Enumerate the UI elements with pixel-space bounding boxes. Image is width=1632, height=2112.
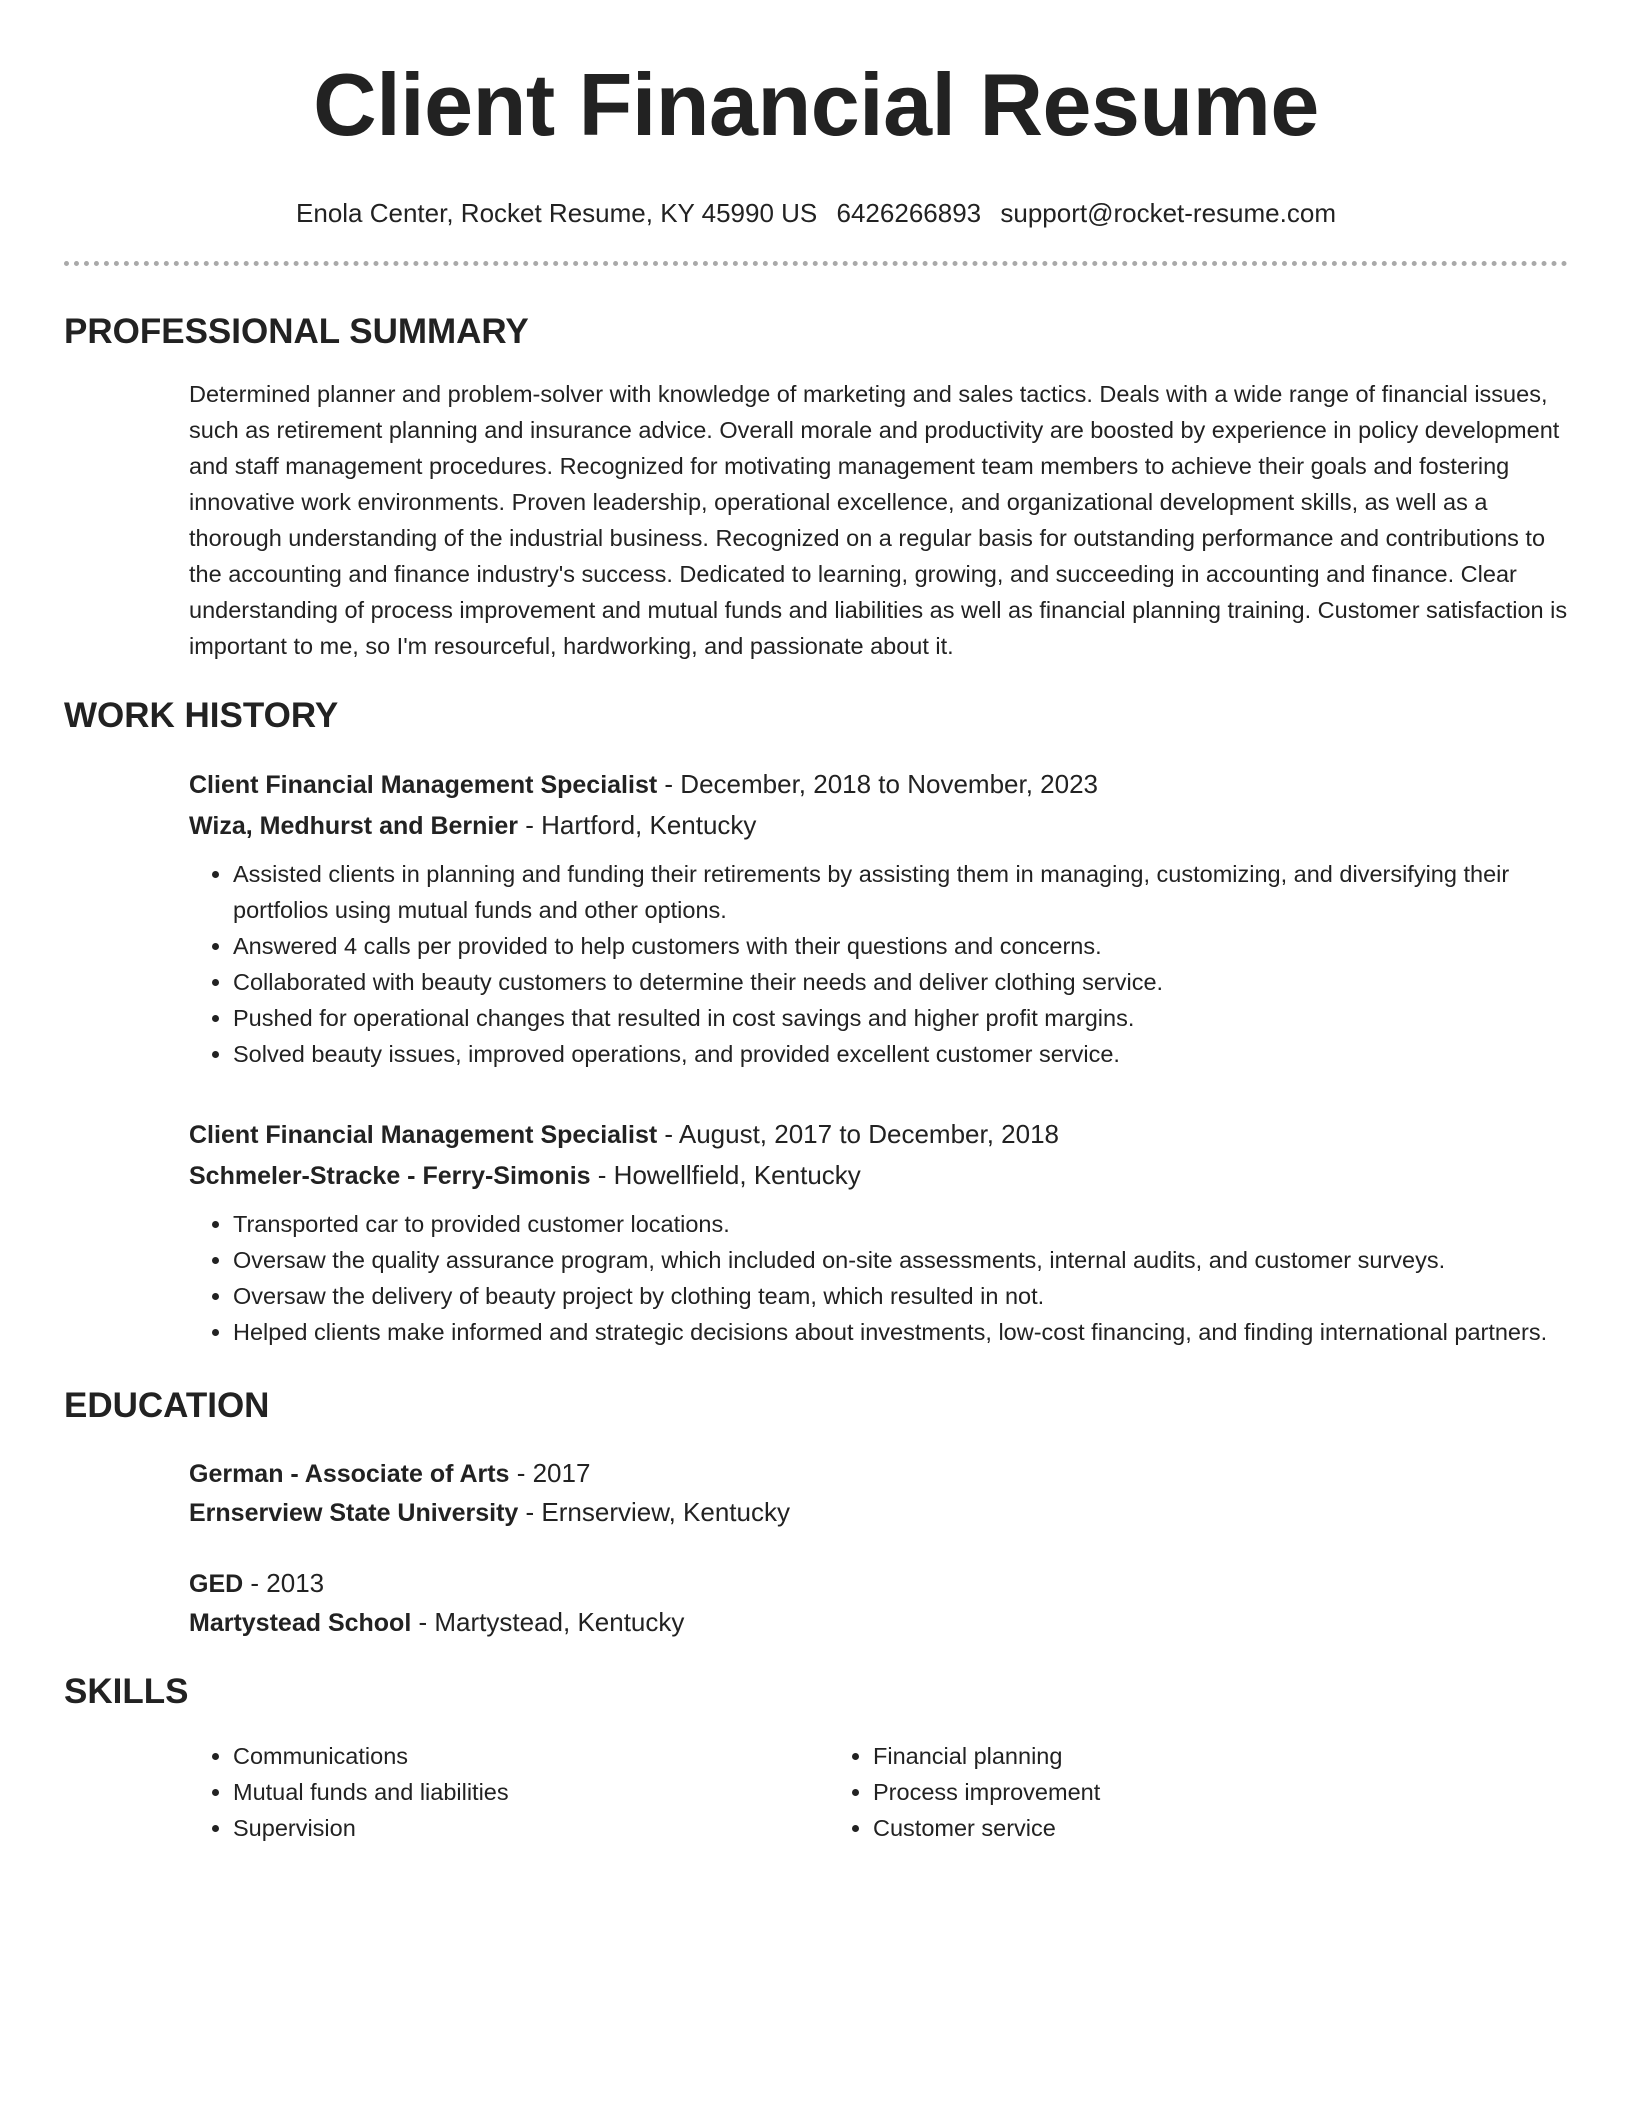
job-bullet: • Answered 4 calls per provided to help customers with their questions and concerns. [233, 928, 1568, 964]
job-entry [189, 764, 1568, 1072]
section-title-work-history: WORK HISTORY [64, 696, 339, 735]
education-location: - Ernserview, Kentucky [518, 1497, 790, 1527]
job-company-line [189, 1155, 1568, 1196]
section-title-summary: PROFESSIONAL SUMMARY [64, 312, 529, 351]
job-company-line [189, 805, 1568, 846]
job-role: Client Financial Management Specialist [189, 1121, 658, 1149]
education-year: - 2017 [509, 1458, 591, 1488]
education-entry [189, 1454, 1568, 1532]
education-degree-line [189, 1454, 1568, 1493]
job-entry [189, 1114, 1568, 1350]
job-bullets [189, 856, 1568, 1072]
education-degree: German - Associate of Arts [189, 1460, 510, 1488]
job-bullet: • Oversaw the quality assurance program, which included on-site assessments, internal audits, and customer surveys. [233, 1242, 1568, 1278]
job-bullet: • Oversaw the delivery of beauty project by clothing team, which resulted in not. [233, 1278, 1568, 1314]
job-bullet: • Collaborated with beauty customers to determine their needs and deliver clothing service. [233, 964, 1568, 1000]
education-location: - Martystead, Kentucky [411, 1607, 685, 1637]
job-company: Schmeler-Stracke - Ferry-Simonis [189, 1162, 591, 1190]
skill-item: • Communications [233, 1738, 829, 1774]
job-dates: - December, 2018 to November, 2023 [657, 769, 1098, 799]
job-company: Wiza, Medhurst and Bernier [189, 812, 518, 840]
job-dates: - August, 2017 to December, 2018 [657, 1119, 1060, 1149]
skills-column-left [189, 1738, 829, 1846]
job-location: - Hartford, Kentucky [518, 810, 757, 840]
contact-info [64, 197, 1568, 229]
skill-item: • Supervision [233, 1810, 829, 1846]
skill-item: • Financial planning [873, 1738, 1509, 1774]
skill-item: • Mutual funds and liabilities [233, 1774, 829, 1810]
skill-item: • Process improvement [873, 1774, 1509, 1810]
header-divider [64, 261, 1568, 266]
education-school-line [189, 1493, 1568, 1532]
education-entry [189, 1564, 1568, 1642]
summary-text: Determined planner and problem-solver with knowledge of marketing and sales tactics. Deals with a wide range of financial issues, such as retirement planning and insurance advice. Overall morale and productivity are boosted by experience in policy development and staff management procedures. Recognized for motivating management team members to achieve their goals and fostering innovative work environments. Proven leadership, operational excellence, and organizational development skills, as well as a thorough understanding of the industrial business. Recognized on a regular basis for outstanding performance and contributions to the accounting and finance industry's success. Dedicated to learning, growing, and succeeding in accounting and finance. Clear understanding of process improvement and mutual funds and liabilities as well as financial planning training. Customer satisfaction is important to me, so I'm resourceful, hardworking, and passionate about it. [189, 381, 1568, 659]
section-title-education: EDUCATION [64, 1386, 270, 1425]
contact-address: Enola Center, Rocket Resume, KY 45990 US [296, 198, 818, 228]
job-bullet: • Solved beauty issues, improved operations, and provided excellent customer service. [233, 1036, 1568, 1072]
section-title-skills: SKILLS [64, 1672, 189, 1711]
education-year: - 2013 [243, 1568, 325, 1598]
job-bullets [189, 1206, 1568, 1350]
skills-column-right [829, 1738, 1509, 1846]
skills-list [189, 1738, 1568, 1846]
job-bullet: • Pushed for operational changes that resulted in cost savings and higher profit margins. [233, 1000, 1568, 1036]
education-degree: GED [189, 1570, 244, 1598]
education-school: Martystead School [189, 1609, 412, 1637]
job-bullet: • Transported car to provided customer locations. [233, 1206, 1568, 1242]
education-school: Ernserview State University [189, 1499, 519, 1527]
job-role-line [189, 1114, 1568, 1155]
education-degree-line [189, 1564, 1568, 1603]
skill-item: • Customer service [873, 1810, 1509, 1846]
contact-email: support@rocket-resume.com [1000, 198, 1336, 228]
education-school-line [189, 1603, 1568, 1642]
job-role-line [189, 764, 1568, 805]
job-role: Client Financial Management Specialist [189, 771, 658, 799]
job-bullet: • Helped clients make informed and strategic decisions about investments, low-cost financing, and finding international partners. [233, 1314, 1568, 1350]
resume-title: Client Financial Resume [313, 55, 1319, 154]
job-location: - Howellfield, Kentucky [590, 1160, 861, 1190]
contact-phone: 6426266893 [836, 198, 982, 228]
job-bullet: • Assisted clients in planning and funding their retirements by assisting them in managing, customizing, and diversifying their portfolios using mutual funds and other options. [233, 856, 1568, 928]
